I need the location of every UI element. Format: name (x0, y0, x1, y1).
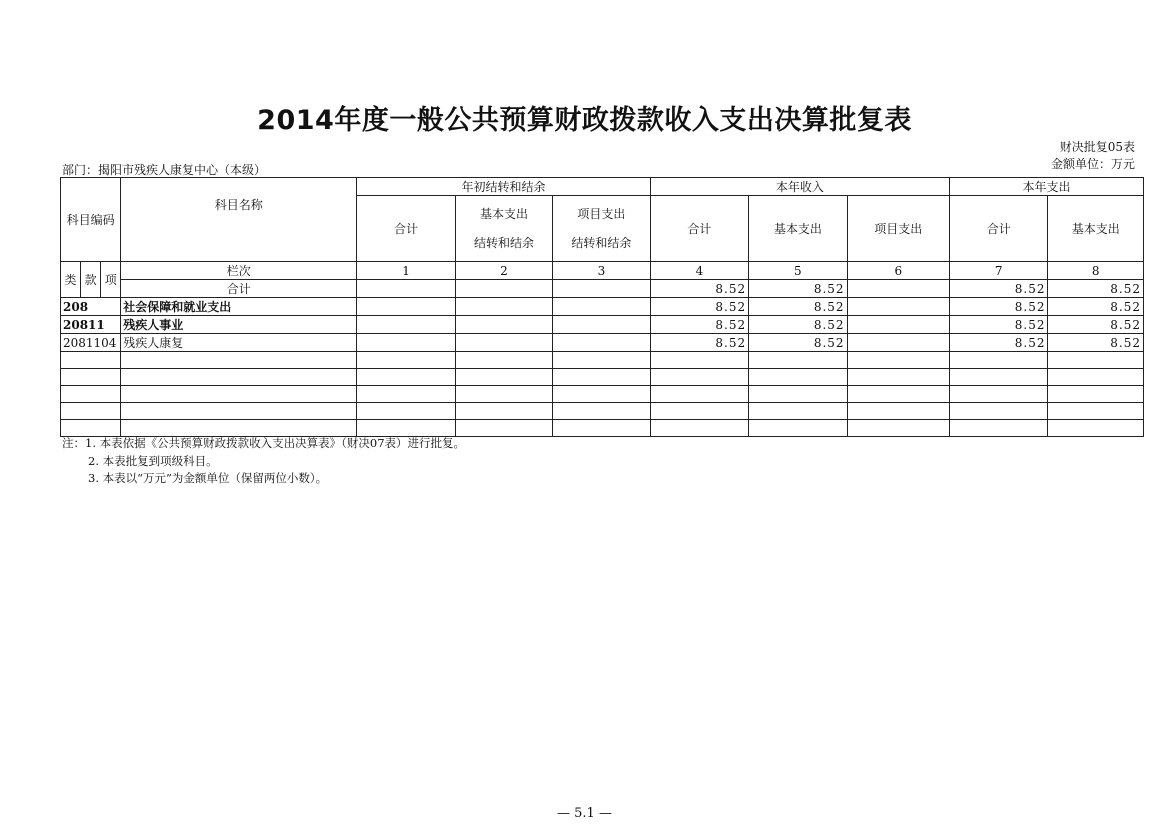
table-row (61, 420, 1144, 437)
amount-cell (1048, 352, 1144, 369)
total-cell (357, 280, 455, 298)
header-kuan: 款 (81, 262, 101, 298)
amount-cell (650, 386, 748, 403)
subject-name-cell (121, 420, 357, 437)
subject-code-cell (61, 420, 121, 437)
amount-cell: 8.52 (950, 334, 1048, 352)
header-income-project: 项目支出 (847, 196, 949, 262)
total-cell: 8.52 (1048, 280, 1144, 298)
amount-cell (847, 403, 949, 420)
amount-cell (650, 352, 748, 369)
subject-name-cell (121, 352, 357, 369)
table-row (61, 386, 1144, 403)
amount-cell (357, 386, 455, 403)
amount-cell (553, 386, 650, 403)
amount-cell (749, 386, 847, 403)
total-row (61, 280, 1144, 298)
form-number: 财决批复05表 (1059, 140, 1135, 154)
subject-code-cell: 2081104 (61, 334, 121, 352)
amount-cell (847, 420, 949, 437)
subject-code-cell: 208 (61, 298, 121, 316)
subject-code-cell (61, 369, 121, 386)
amount-cell (455, 386, 552, 403)
total-cell (553, 280, 650, 298)
header-subject-code: 科目编码 (61, 178, 121, 262)
amount-cell (847, 334, 949, 352)
amount-cell (950, 352, 1048, 369)
header-group-expense: 本年支出 (950, 178, 1144, 196)
col-number: 3 (553, 262, 650, 280)
table-row (61, 352, 1144, 369)
subject-code-cell: 20811 (61, 316, 121, 334)
total-cell (847, 280, 949, 298)
amount-cell (553, 420, 650, 437)
notes (62, 435, 465, 488)
header-income-total: 合计 (650, 196, 748, 262)
amount-cell (553, 352, 650, 369)
amount-cell (1048, 386, 1144, 403)
amount-cell (650, 403, 748, 420)
amount-cell (455, 316, 552, 334)
total-cell: 8.52 (950, 280, 1048, 298)
subject-code-cell (61, 403, 121, 420)
note-3: 3. 本表以“万元”为金额单位（保留两位小数）。 (88, 471, 328, 485)
budget-table (60, 177, 1144, 437)
amount-cell (847, 298, 949, 316)
header-expense-total: 合计 (950, 196, 1048, 262)
header-carryover-project-line1: 项目支出 (577, 206, 626, 221)
col-number: 1 (357, 262, 455, 280)
document-title: 2014年度一般公共预算财政拨款收入支出决算批复表 (257, 105, 912, 136)
amount-cell (749, 403, 847, 420)
total-cell (455, 280, 552, 298)
amount-unit: 金额单位：万元 (1050, 157, 1135, 171)
amount-cell (455, 403, 552, 420)
amount-cell: 8.52 (650, 334, 748, 352)
amount-cell: 8.52 (749, 334, 847, 352)
header-income-basic: 基本支出 (749, 196, 847, 262)
amount-cell (455, 369, 552, 386)
amount-cell (553, 298, 650, 316)
header-expense-basic: 基本支出 (1048, 196, 1144, 262)
header-xiang: 项 (101, 262, 121, 298)
amount-cell: 8.52 (1048, 298, 1144, 316)
amount-cell: 8.52 (650, 316, 748, 334)
subject-name-cell (121, 403, 357, 420)
header-subject-name: 科目名称 (121, 178, 357, 262)
table-row (61, 298, 1144, 316)
amount-cell (847, 386, 949, 403)
amount-cell (847, 352, 949, 369)
department-label: 部门：揭阳市残疾人康复中心（本级） (62, 163, 267, 177)
amount-cell (357, 298, 455, 316)
table-row (61, 369, 1144, 386)
amount-cell (1048, 403, 1144, 420)
table-row (61, 334, 1144, 352)
amount-cell: 8.52 (950, 316, 1048, 334)
amount-cell (1048, 420, 1144, 437)
subject-name-cell (121, 386, 357, 403)
col-number: 2 (455, 262, 552, 280)
col-number: 4 (650, 262, 748, 280)
subject-name-cell: 残疾人事业 (121, 316, 357, 334)
amount-cell (1048, 369, 1144, 386)
total-cell: 8.52 (749, 280, 847, 298)
column-index-label: 栏次 (121, 262, 357, 280)
amount-cell: 8.52 (950, 298, 1048, 316)
amount-cell (553, 369, 650, 386)
amount-cell (357, 352, 455, 369)
amount-cell (357, 334, 455, 352)
header-carryover-project-line2: 结转和结余 (571, 235, 632, 250)
note-2: 2. 本表批复到项级科目。 (88, 453, 218, 468)
header-lei: 类 (61, 262, 81, 298)
amount-cell (847, 316, 949, 334)
subject-code-cell (61, 386, 121, 403)
amount-cell: 8.52 (650, 298, 748, 316)
note-1: 注：1. 本表依据《公共预算财政拨款收入支出决算表》（财决07表）进行批复。 (62, 436, 466, 450)
amount-cell (357, 403, 455, 420)
amount-cell (950, 386, 1048, 403)
subject-name-cell: 残疾人康复 (121, 334, 357, 352)
amount-cell (749, 369, 847, 386)
amount-cell (455, 420, 552, 437)
subject-code-cell (61, 352, 121, 369)
amount-cell (650, 369, 748, 386)
subject-name-cell (121, 369, 357, 386)
subject-name-cell: 社会保障和就业支出 (121, 298, 357, 316)
header-carryover-basic (455, 196, 552, 262)
amount-cell (357, 316, 455, 334)
col-number: 6 (847, 262, 949, 280)
amount-cell: 8.52 (749, 298, 847, 316)
amount-cell (455, 334, 552, 352)
amount-cell (455, 298, 552, 316)
amount-cell (455, 352, 552, 369)
amount-cell (553, 334, 650, 352)
amount-cell (950, 369, 1048, 386)
amount-cell (950, 420, 1048, 437)
amount-cell (357, 369, 455, 386)
header-group-carryover: 年初结转和结余 (357, 178, 650, 196)
table-row (61, 403, 1144, 420)
header-group-income: 本年收入 (650, 178, 949, 196)
header-carryover-basic-line1: 基本支出 (479, 206, 528, 221)
amount-cell (847, 369, 949, 386)
amount-cell (650, 420, 748, 437)
col-number: 8 (1048, 262, 1144, 280)
amount-cell: 8.52 (749, 316, 847, 334)
table-row (61, 316, 1144, 334)
col-number: 7 (950, 262, 1048, 280)
amount-cell: 8.52 (1048, 334, 1144, 352)
total-row-label: 合计 (121, 280, 357, 298)
header-carryover-total: 合计 (357, 196, 455, 262)
page-number: — 5.1 — (557, 806, 612, 821)
amount-cell (950, 403, 1048, 420)
amount-cell: 8.52 (1048, 316, 1144, 334)
header-carryover-project (553, 196, 650, 262)
header-carryover-basic-line2: 结转和结余 (473, 235, 534, 250)
amount-cell (749, 352, 847, 369)
col-number: 5 (749, 262, 847, 280)
amount-cell (749, 420, 847, 437)
amount-cell (553, 403, 650, 420)
total-cell: 8.52 (650, 280, 748, 298)
amount-cell (553, 316, 650, 334)
amount-cell (357, 420, 455, 437)
